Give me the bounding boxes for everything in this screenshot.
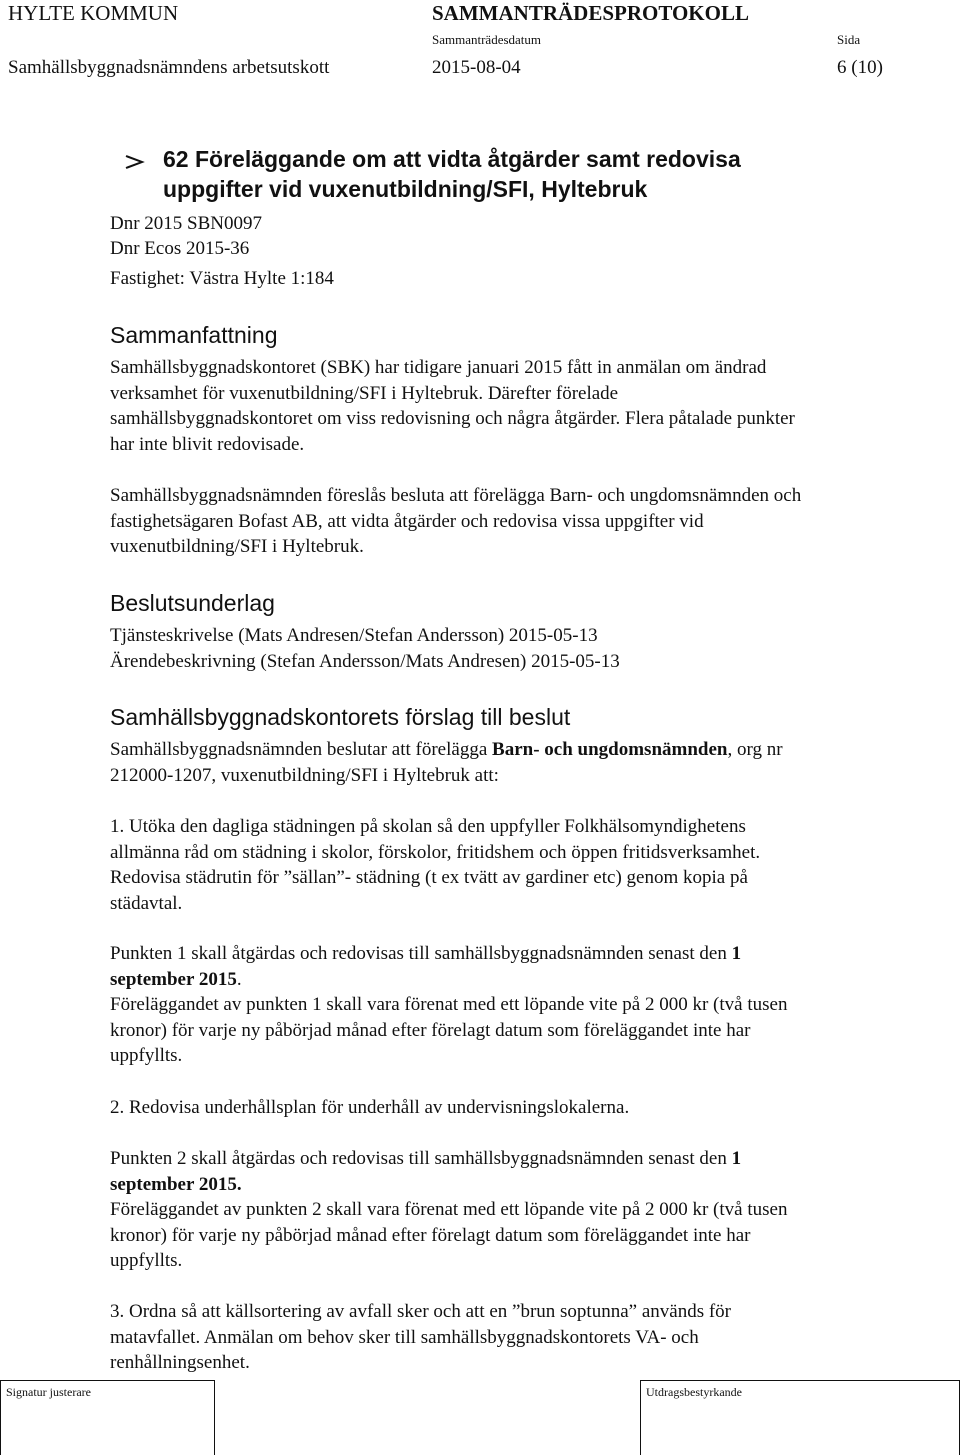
deadline-2: Punkten 2 skall åtgärdas och redovisas till samhällsbyggnadsnämnden senast den 1 september 2015. (110, 1148, 742, 1195)
dnr: Dnr 2015 SBN0097 (110, 213, 263, 234)
proposal-intro: Samhällsbyggnadsnämnden beslutar att förelägga Barn- och ungdomsnämnden, org nr 212000-1207, vuxenutbildning/SFI i Hyltebruk att: (110, 739, 783, 786)
basis-heading: Beslutsunderlag (110, 590, 275, 616)
meeting-date: 2015-08-04 (432, 57, 521, 78)
summary-paragraph-1: Samhällsbyggnadskontoret (SBK) har tidigare januari 2015 fått in anmälan om ändrad verksamhet för vuxenutbildning/SFI i Hyltebruk. Därefter förelade samhällsbyggnadskontoret om viss redovisning och några åtgärder. Flera påtalade punkter har inte blivit redovisade. (110, 357, 795, 455)
signature-label: Signatur justerare (6, 1385, 91, 1399)
proposal-point-1: 1. Utöka den dagliga städningen på skolan så den uppfyller Folkhälsomyndighetens allmänna råd om städning i skolor, förskolor, fritidshem och öppen fritidsverksamhet. Redovisa städrutin för ”sällan”- städning (t ex tvätt av gardiner etc) genom kopia på städavtal. (110, 816, 761, 914)
item-marker-icon (124, 152, 146, 172)
basis-list: Tjänsteskrivelse (Mats Andresen/Stefan Andersson) 2015-05-13 Ärendebeskrivning (Stefan Andersson/Mats Andresen) 2015-05-13 (110, 625, 620, 672)
extract-label: Utdragsbestyrkande (646, 1385, 742, 1399)
proposal-point-3: 3. Ordna så att källsortering av avfall sker och att en ”brun soptunna” används för matavfallet. Anmälan om behov sker till samhällsbyggnadskontorets VA- och renhållningsenhet. (110, 1301, 731, 1373)
deadline-1: Punkten 1 skall åtgärdas och redovisas till samhällsbyggnadsnämnden senast den 1 september 2015. (110, 943, 742, 990)
penalty-1: Föreläggandet av punkten 1 skall vara förenat med ett löpande vite på 2 000 kr (två tusen kronor) för varje ny påbörjad månad efter förelagt datum som föreläggandet inte har uppfyllts. (110, 994, 788, 1066)
page-label: Sida (837, 32, 861, 47)
penalty-2: Föreläggandet av punkten 2 skall vara förenat med ett löpande vite på 2 000 kr (två tusen kronor) för varje ny påbörjad månad efter förelagt datum som föreläggandet inte har uppfyllts. (110, 1199, 788, 1271)
page-number: 6 (10) (837, 57, 883, 78)
property: Fastighet: Västra Hylte 1:184 (110, 268, 334, 289)
municipality-name: HYLTE KOMMUN (8, 1, 179, 25)
meeting-date-label: Sammanträdesdatum (432, 32, 542, 47)
dnr-ecos: Dnr Ecos 2015-36 (110, 238, 250, 259)
committee-name: Samhällsbyggnadsnämndens arbetsutskott (8, 57, 330, 78)
proposal-point-2: 2. Redovisa underhållsplan för underhåll av undervisningslokalerna. (110, 1097, 630, 1118)
summary-paragraph-2: Samhällsbyggnadsnämnden föreslås besluta att förelägga Barn- och ungdomsnämnden och fastighetsägaren Bofast AB, att vidta åtgärder och redovisa vissa uppgifter vid vuxenutbildning/SFI i Hyltebruk. (110, 485, 802, 557)
protocol-title: SAMMANTRÄDESPROTOKOLL (432, 1, 749, 25)
item-title-line-1: 62 Föreläggande om att vidta åtgärder samt redovisa (163, 146, 741, 172)
summary-heading: Sammanfattning (110, 322, 278, 348)
proposal-heading: Samhällsbyggnadskontorets förslag till beslut (110, 704, 571, 730)
item-title-line-2: uppgifter vid vuxenutbildning/SFI, Hyltebruk (163, 176, 648, 202)
